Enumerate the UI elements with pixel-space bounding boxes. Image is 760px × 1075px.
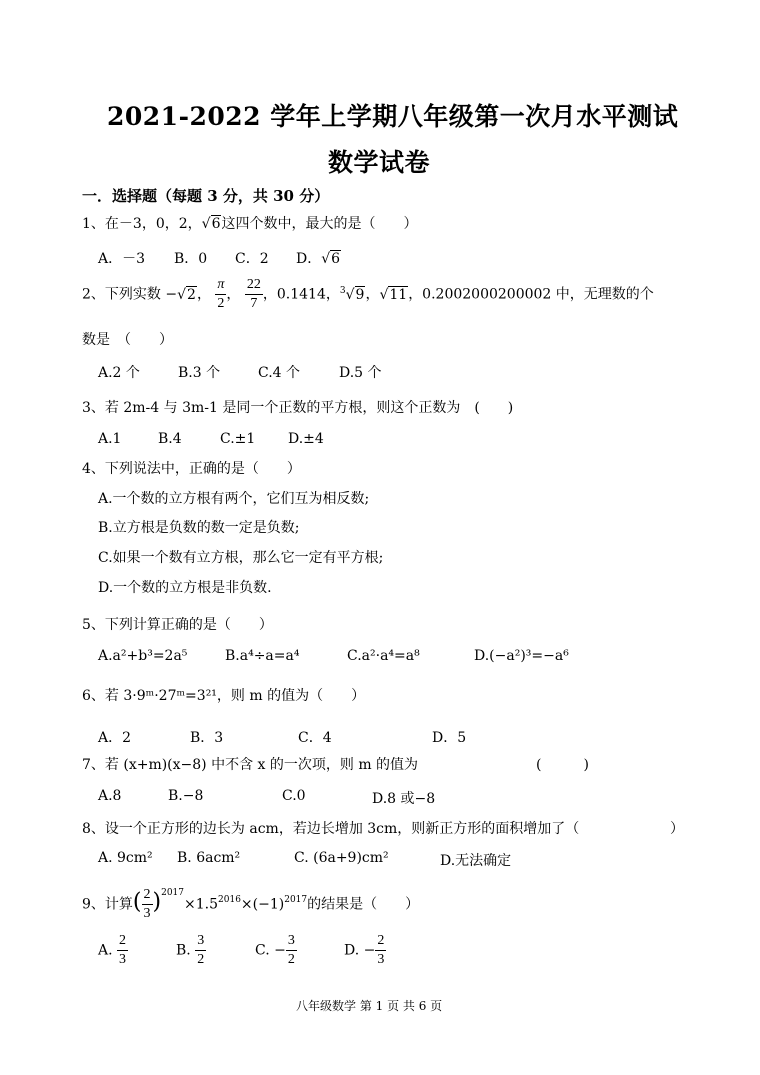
sqrt-symbol: √6 [201, 216, 221, 232]
q6-option-d: D．5 [432, 730, 467, 746]
q1-option-a: A．－3 [98, 251, 146, 267]
question-2: 2、下列实数 −√2， $\frac{\pi}{2}$ ， $\frac{22}{7}$ ，0.1414，$^3$√9，√11，0.2002000200002 中，无理数的个 [82, 277, 654, 311]
q1-option-c: C．2 [235, 251, 269, 267]
q7-option-d: D.8 或−8 [372, 791, 436, 807]
q6-option-c: C．4 [298, 730, 332, 746]
fraction-pi-2: $\frac{\pi}{2}$ [217, 277, 225, 311]
q2-option-d: D.5 个 [339, 365, 382, 381]
q9-option-c: C. − $\frac{3}{2}$ [255, 933, 295, 967]
q4-option-d: D.一个数的立方根是非负数. [98, 580, 272, 596]
q3-option-c: C.±1 [220, 431, 256, 447]
exam-title: 2021-2022 学年上学期八年级第一次月水平测试 [107, 102, 679, 131]
q3-option-a: A.1 [98, 431, 122, 447]
page-footer: 八年级数学 第 1 页 共 6 页 [296, 999, 443, 1013]
question-1: 1、在－3，0，2，√6这四个数中，最大的是（ ） [82, 216, 418, 232]
q5-option-c: C.a²·a⁴=a⁸ [347, 648, 420, 664]
question-3: 3、若 2m-4 与 3m-1 是同一个正数的平方根，则这个正数为 ( ) [82, 400, 514, 416]
q9-option-d: D. − $\frac{2}{3}$ [344, 933, 385, 967]
q7-option-a: A.8 [98, 788, 122, 804]
q9-option-b: B. $\frac{3}{2}$ [176, 933, 205, 967]
question-6: 6、若 3·9ᵐ·27ᵐ=3²¹，则 m 的值为（ ） [82, 688, 366, 704]
fraction-2-3: $\frac{2}{3}$ [143, 887, 151, 921]
q3-option-b: B.4 [158, 431, 182, 447]
q4-option-a: A.一个数的立方根有两个，它们互为相反数; [98, 491, 370, 507]
question-7: 7、若 (x+m)(x−8) 中不含 x 的一次项，则 m 的值为 [82, 757, 419, 773]
q4-option-c: C.如果一个数有立方根，那么它一定有平方根; [98, 550, 384, 566]
q8-option-d: D.无法确定 [440, 853, 512, 869]
q7-option-b: B.−8 [168, 788, 204, 804]
q5-option-b: B.a⁴÷a=a⁴ [225, 648, 300, 664]
question-9: 9、计算( $\frac{2}{3}$ )$^{2017}\times 1.5^{2016}\times(-1)^{2017}$的结果是（ ） [82, 887, 420, 921]
q8-option-c: C. (6a+9)cm² [294, 850, 389, 866]
q8-answer-paren: ） [670, 821, 684, 837]
q1-option-d: D．√6 [296, 251, 341, 267]
q6-option-b: B．3 [190, 730, 224, 746]
q9-option-a: A. $\frac{2}{3}$ [98, 933, 127, 967]
q4-option-b: B.立方根是负数的数一定是负数; [98, 520, 300, 536]
q3-option-d: D.±4 [288, 431, 324, 447]
section-heading: 一．选择题（每题 3 分，共 30 分） [82, 187, 330, 205]
q2-option-a: A.2 个 [98, 365, 140, 381]
exam-subtitle: 数学试卷 [328, 148, 431, 177]
fraction-22-7: $\frac{22}{7}$ [246, 277, 261, 311]
q8-option-a: A. 9cm² [98, 850, 153, 866]
q8-option-b: B. 6acm² [177, 850, 241, 866]
q7-answer-paren: ( ) [536, 757, 589, 773]
question-2-line2: 数是 （ ） [82, 332, 173, 348]
q2-option-b: B.3 个 [178, 365, 221, 381]
q1-option-b: B．0 [174, 251, 208, 267]
q5-option-a: A.a²+b³=2a⁵ [98, 648, 188, 664]
q7-option-c: C.0 [282, 788, 306, 804]
question-5: 5、下列计算正确的是（ ） [82, 617, 273, 633]
q6-option-a: A．2 [98, 730, 132, 746]
q2-option-c: C.4 个 [258, 365, 301, 381]
q5-option-d: D.(−a²)³=−a⁶ [474, 648, 569, 664]
question-4: 4、下列说法中，正确的是（ ） [82, 461, 301, 477]
question-8: 8、设一个正方形的边长为 acm，若边长增加 3cm，则新正方形的面积增加了（ [82, 821, 580, 837]
